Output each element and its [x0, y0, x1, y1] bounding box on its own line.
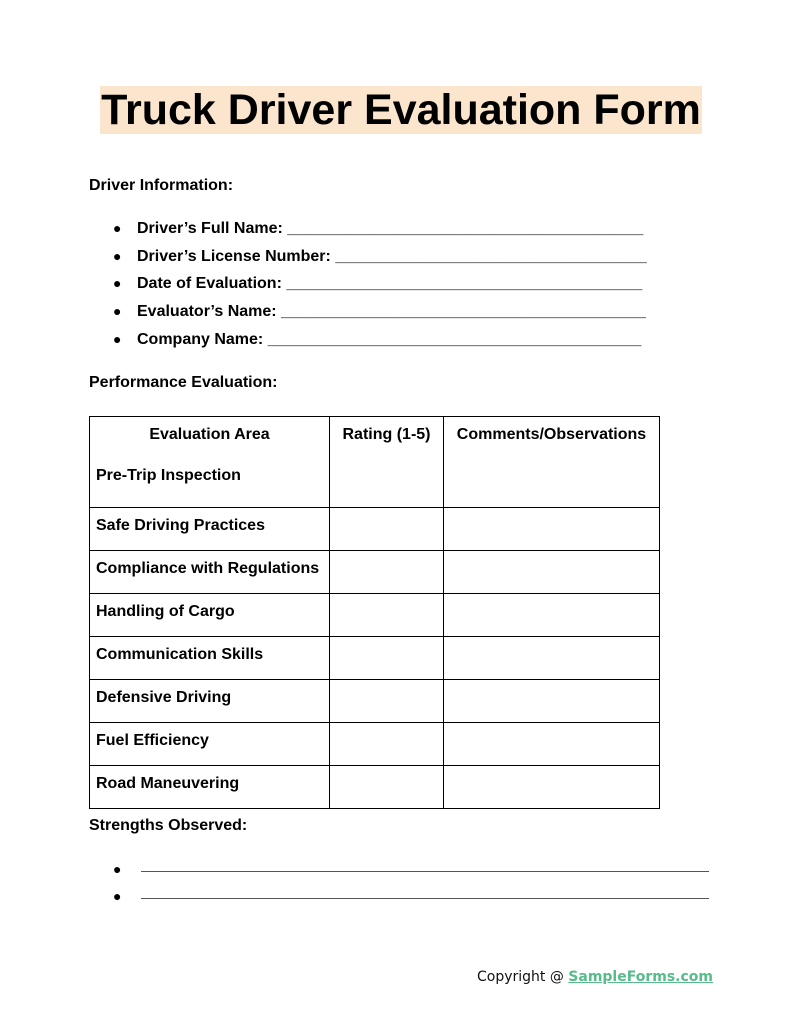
strengths-heading: Strengths Observed:	[89, 817, 248, 834]
table-row	[90, 680, 660, 723]
copyright-text: Copyright @	[476, 969, 569, 985]
list-item	[113, 885, 713, 912]
table-row	[90, 723, 660, 766]
bullet-icon: ●	[113, 888, 122, 904]
field-label: Date of Evaluation:	[137, 275, 282, 293]
footer-copyright	[0, 967, 713, 987]
rating-cell[interactable]	[330, 637, 444, 680]
page-title: Truck Driver Evaluation Form	[101, 86, 701, 134]
header-comments: Comments/Observations	[444, 417, 660, 508]
table-row	[90, 637, 660, 680]
table-row	[90, 551, 660, 594]
evaluation-table	[89, 416, 660, 809]
rating-cell[interactable]	[330, 723, 444, 766]
field-blank[interactable]: __________________________________________	[267, 330, 642, 348]
bullet-icon: ●	[113, 220, 122, 236]
comments-cell[interactable]	[444, 637, 660, 680]
comments-cell[interactable]	[444, 551, 660, 594]
performance-heading: Performance Evaluation:	[89, 374, 278, 391]
comments-cell[interactable]	[444, 723, 660, 766]
row-area-label: Pre-Trip Inspection	[96, 467, 241, 484]
bullet-icon: ●	[113, 330, 122, 347]
rating-cell[interactable]	[330, 594, 444, 637]
row-area-label: Communication Skills	[90, 637, 330, 680]
table-row	[90, 594, 660, 637]
comments-cell[interactable]	[444, 594, 660, 637]
list-item	[113, 329, 647, 357]
field-blank[interactable]: ________________________________________	[286, 275, 643, 293]
row-area-label: Fuel Efficiency	[90, 723, 330, 766]
field-label: Driver’s Full Name:	[137, 220, 283, 237]
table-row	[90, 508, 660, 551]
title-container	[0, 86, 805, 134]
table-row	[90, 766, 660, 809]
strengths-list	[113, 858, 713, 912]
bullet-icon: ●	[113, 247, 122, 264]
list-item	[113, 301, 647, 329]
field-label: Evaluator’s Name:	[137, 303, 277, 321]
row-area-label: Handling of Cargo	[90, 594, 330, 637]
field-blank[interactable]: ___________________________________	[335, 247, 647, 265]
bullet-icon: ●	[113, 861, 122, 877]
strength-entry-line[interactable]	[141, 898, 709, 899]
row-area-label: Defensive Driving	[90, 680, 330, 723]
column-header: Evaluation Area	[149, 426, 270, 443]
sampleforms-link[interactable]: SampleForms.com	[568, 969, 713, 985]
field-label: Company Name:	[137, 330, 264, 348]
header-rating: Rating (1-5)	[330, 417, 444, 508]
comments-cell[interactable]	[444, 766, 660, 809]
list-item	[113, 218, 647, 246]
list-item	[113, 246, 647, 274]
field-blank[interactable]: ________________________________________	[287, 220, 644, 237]
bullet-icon: ●	[113, 275, 122, 292]
header-evaluation-area	[90, 417, 330, 508]
rating-cell[interactable]	[330, 551, 444, 594]
rating-cell[interactable]	[330, 680, 444, 723]
bullet-icon: ●	[113, 303, 122, 320]
table-header-row	[90, 417, 660, 508]
field-label: Driver’s License Number:	[137, 247, 331, 265]
driver-info-list	[113, 218, 647, 356]
list-item	[113, 858, 713, 885]
rating-cell[interactable]	[330, 766, 444, 809]
field-blank[interactable]: _________________________________________	[281, 303, 646, 321]
list-item	[113, 273, 647, 301]
row-area-label: Compliance with Regulations	[90, 551, 330, 594]
row-area-label: Road Maneuvering	[90, 766, 330, 809]
driver-info-heading: Driver Information:	[89, 177, 234, 194]
comments-cell[interactable]	[444, 508, 660, 551]
row-area-label: Safe Driving Practices	[90, 508, 330, 551]
comments-cell[interactable]	[444, 680, 660, 723]
rating-cell[interactable]	[330, 508, 444, 551]
strength-entry-line[interactable]	[141, 871, 709, 872]
